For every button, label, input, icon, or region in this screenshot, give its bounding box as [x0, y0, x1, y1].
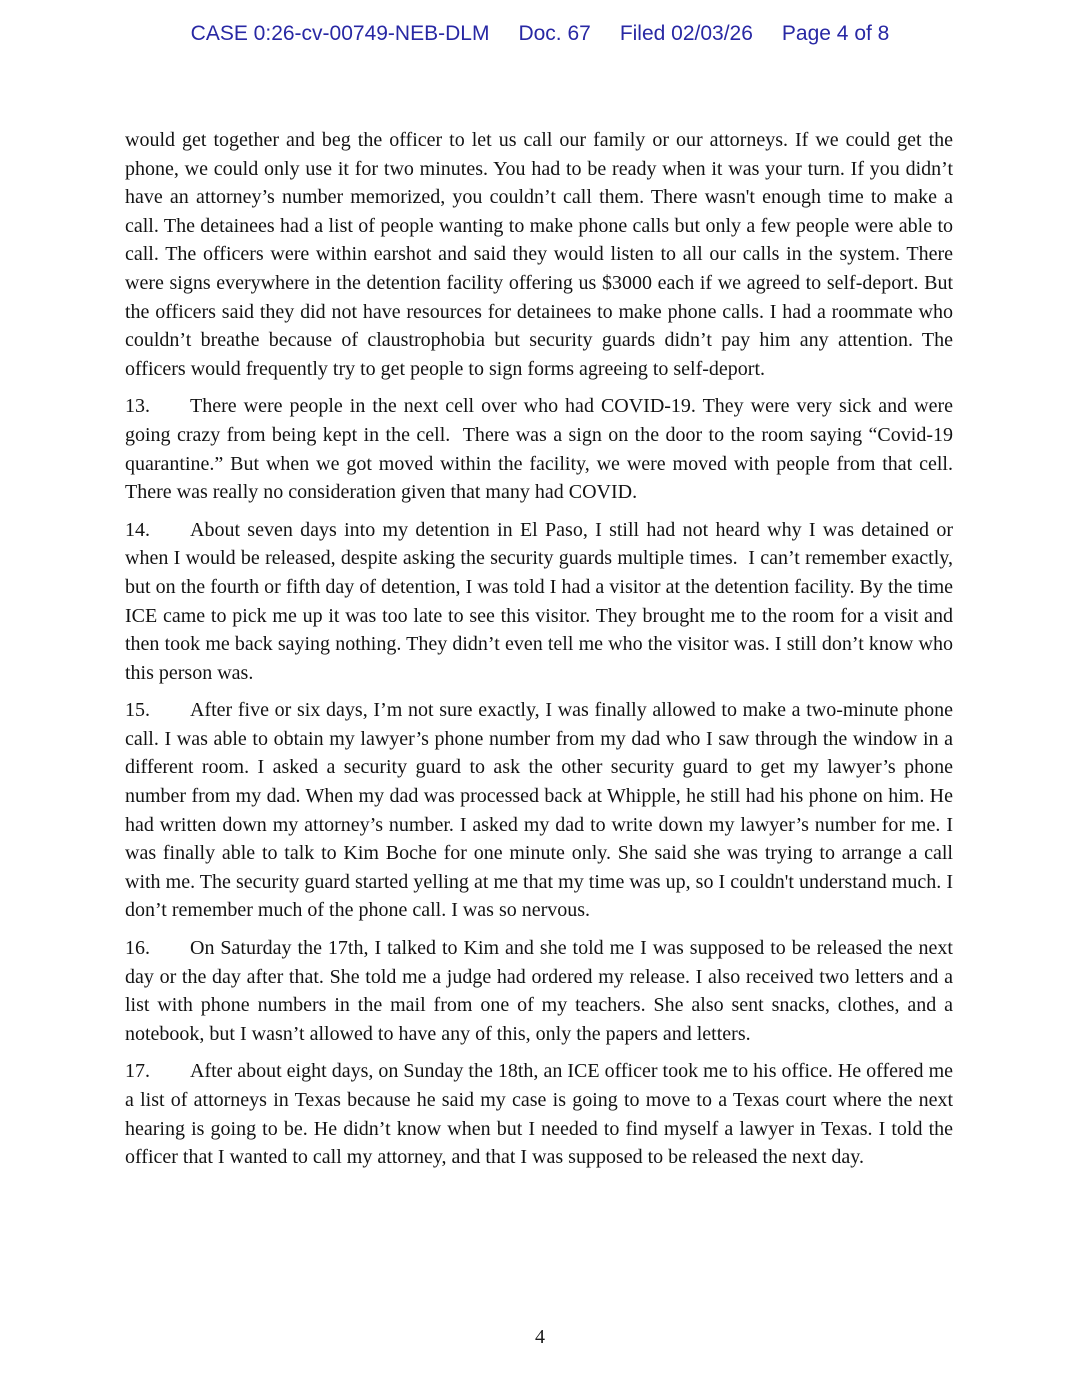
paragraph-text: On Saturday the 17th, I talked to Kim and she told me I was supposed to be released the next day or the day after that. She told me a judge had ordered my release. I also received two letters and a list with phone numbers in the mail from one of my teachers. She also sent snacks, clothes, and a notebook, but I wasn’t allowed to have any of this, only the papers and letters.	[125, 937, 953, 1045]
page-number: 4	[535, 1326, 545, 1348]
paragraph-number: 17.	[125, 1060, 150, 1083]
paragraph-text: There were people in the next cell over who had COVID-19. They were very sick and were going crazy from being kept in the cell. There was a sign on the door to the room saying “Covid-19 quarantine.” But when we got moved within the facility, we were moved with people from that cell. There was really no consideration given that many had COVID.	[125, 395, 953, 504]
paragraph	[125, 696, 953, 925]
paragraph-number: 15.	[125, 699, 150, 722]
paragraph	[125, 1057, 953, 1171]
paragraph	[125, 934, 953, 1048]
paragraph-text: About seven days into my detention in El Paso, I still had not heard why I was detained or when I would be released, despite asking the security guards multiple times. I can’t remember exactly, but on the fourth or fifth day of detention, I was told I had a visitor at the detention facility. By the time ICE came to pick me up it was too late to see this visitor. They brought me to the room for a visit and then took me back saying nothing. They didn’t even tell me who the visitor was. I still don’t know who this person was.	[125, 518, 953, 684]
paragraph-text: would get together and beg the officer to let us call our family or our attorneys. If we could get the phone, we could only use it for two minutes. You had to be ready when it was your turn. If you didn’t have an attorney’s number memorized, you couldn’t call them. There wasn't enough time to make a call. The detainees had a list of people wanting to make phone calls but only a few people were able to call. The officers were within earshot and said they would listen to all our calls in the system. There were signs everywhere in the detention facility offering us $3000 each if we agreed to self-deport. But the officers said they did not have resources for detainees to make phone calls. I had a roommate who couldn’t breathe because of claustrophobia but security guards didn’t pay him any attention. The officers would frequently try to get people to sign forms agreeing to self-deport.	[125, 129, 953, 380]
filed-date: Filed 02/03/26	[619, 22, 753, 45]
page-footer	[0, 1326, 1080, 1349]
paragraph-text: After five or six days, I’m not sure exactly, I was finally allowed to make a two-minute phone call. I was able to obtain my lawyer’s phone number from my dad who I saw through the window in a different room. I asked a security guard to ask the other security guard to get my lawyer’s phone number from my dad. When my dad was processed back at Whipple, he still had his phone on him. He had written down my attorney’s number. I asked my dad to write down my lawyer’s number for me. I was finally able to talk to Kim Boche for one minute only. She said she was trying to arrange a call with me. The security guard started yelling at me that my time was up, so I couldn't understand much. I don’t remember much of the phone call. I was so nervous.	[125, 699, 953, 922]
paragraph-number: 16.	[125, 937, 150, 960]
paragraph-number: 14.	[125, 518, 150, 541]
paragraph	[125, 516, 953, 688]
page-indicator: Page 4 of 8	[781, 22, 890, 45]
paragraph-text: After about eight days, on Sunday the 18th, an ICE officer took me to his office. He offered me a list of attorneys in Texas because he said my case is going to move to a Texas court where the next hearing is going to be. He didn’t know when but I needed to find myself a lawyer in Texas. I told the officer that I wanted to call my attorney, and that I was supposed to be released the next day.	[125, 1060, 953, 1169]
document-body	[125, 126, 953, 1181]
court-stamp-header	[0, 22, 1080, 46]
paragraph	[125, 126, 953, 383]
paragraph-number: 13.	[125, 395, 150, 418]
paragraph	[125, 392, 953, 506]
case-number: CASE 0:26-cv-00749-NEB-DLM	[190, 22, 490, 45]
doc-number: Doc. 67	[518, 22, 591, 45]
